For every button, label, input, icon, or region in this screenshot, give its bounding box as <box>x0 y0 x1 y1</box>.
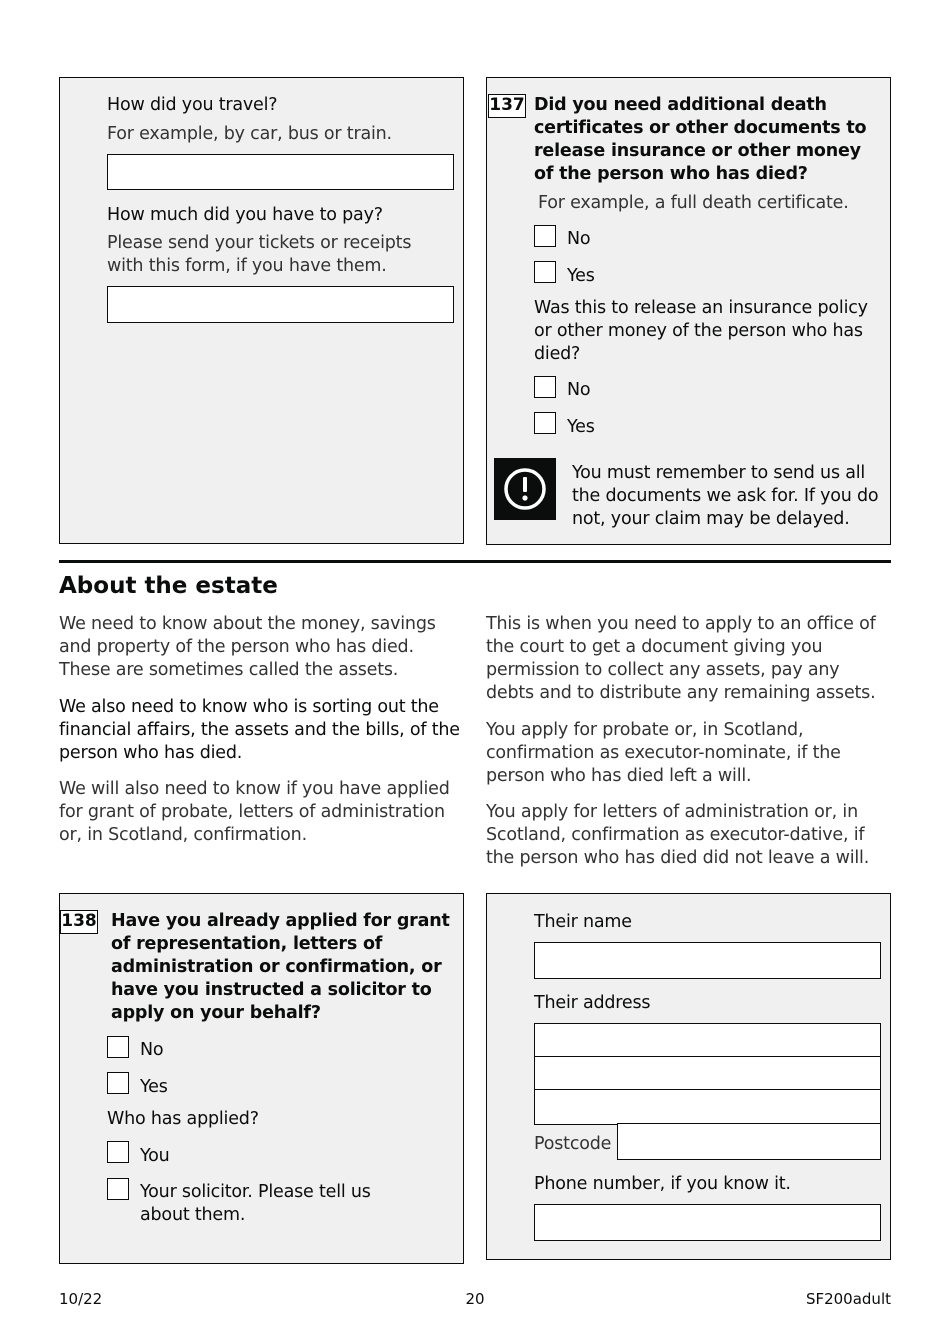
postcode-input[interactable] <box>617 1123 881 1160</box>
q137-followup-yes-label: Yes <box>567 417 595 437</box>
q137-hint: For example, a full death certificate. <box>538 193 849 213</box>
address-line-3-input[interactable] <box>534 1089 881 1125</box>
q138-yes-checkbox[interactable] <box>107 1072 129 1094</box>
q137-followup-question: Was this to release an insurance policy or other money of the person who has died? <box>534 298 868 364</box>
q138-no-checkbox[interactable] <box>107 1036 129 1058</box>
their-name-input[interactable] <box>534 942 881 979</box>
q137-no-label: No <box>567 229 591 249</box>
form-code: SF200adult <box>805 1290 891 1308</box>
estate-left-paragraph-1: We need to know about the money, savings and property of the person who has died. These are sometimes called the assets. <box>59 614 436 680</box>
address-line-2-input[interactable] <box>534 1056 881 1091</box>
how-travel-label: How did you travel? <box>107 95 278 115</box>
q138-number: 138 <box>60 910 98 934</box>
q137-question: Did you need additional death certificates or other documents to release insurance or other money of the person who has died? <box>534 95 867 184</box>
q138-solicitor-label: Your solicitor. Please tell us about them. <box>140 1182 371 1225</box>
estate-left-paragraph-3: We will also need to know if you have applied for grant of probate, letters of administration or, in Scotland, confirmation. <box>59 779 450 845</box>
q138-yes-label: Yes <box>140 1077 168 1097</box>
their-address-label: Their address <box>534 993 651 1013</box>
q137-followup-no-checkbox[interactable] <box>534 376 556 398</box>
q138-you-label: You <box>140 1146 170 1166</box>
phone-input[interactable] <box>534 1204 881 1241</box>
their-name-label: Their name <box>534 912 632 932</box>
page-number: 20 <box>465 1290 485 1308</box>
section-divider <box>59 560 891 563</box>
q137-number: 137 <box>488 94 526 118</box>
travel-input[interactable] <box>107 154 454 190</box>
q137-followup-yes-checkbox[interactable] <box>534 412 556 434</box>
how-much-hint: Please send your tickets or receipts with this form, if you have them. <box>107 233 412 276</box>
q138-you-checkbox[interactable] <box>107 1141 129 1163</box>
q138-solicitor-checkbox[interactable] <box>107 1178 129 1200</box>
q138-who-applied-label: Who has applied? <box>107 1109 259 1129</box>
estate-right-paragraph-1: This is when you need to apply to an office of the court to get a document giving you permission to collect any assets, pay any debts and to distribute any remaining assets. <box>486 614 876 703</box>
footer-date: 10/22 <box>59 1290 103 1308</box>
q137-yes-checkbox[interactable] <box>534 261 556 283</box>
postcode-label: Postcode <box>534 1134 612 1154</box>
q137-followup-no-label: No <box>567 380 591 400</box>
q137-warning-text: You must remember to send us all the documents we ask for. If you do not, your claim may be delayed. <box>572 463 879 529</box>
how-travel-hint: For example, by car, bus or train. <box>107 124 392 144</box>
q138-no-label: No <box>140 1040 164 1060</box>
q137-no-checkbox[interactable] <box>534 225 556 247</box>
cost-input[interactable] <box>107 286 454 323</box>
q137-yes-label: Yes <box>567 266 595 286</box>
address-line-1-input[interactable] <box>534 1023 881 1058</box>
q138-question: Have you already applied for grant of representation, letters of administration or confirmation, or have you instructed a solicitor to apply on your behalf? <box>111 911 450 1023</box>
estate-left-paragraph-2: We also need to know who is sorting out the financial affairs, the assets and the bills, of the person who has died. <box>59 697 460 763</box>
estate-right-paragraph-2: You apply for probate or, in Scotland, confirmation as executor-nominate, if the person who has died left a will. <box>486 720 841 786</box>
how-much-label: How much did you have to pay? <box>107 205 383 225</box>
estate-heading: About the estate <box>59 573 278 599</box>
phone-label: Phone number, if you know it. <box>534 1174 791 1194</box>
estate-right-paragraph-3: You apply for letters of administration or, in Scotland, confirmation as executor-dative, if the person who has died did not leave a will. <box>486 802 870 868</box>
exclamation-icon <box>494 458 556 520</box>
